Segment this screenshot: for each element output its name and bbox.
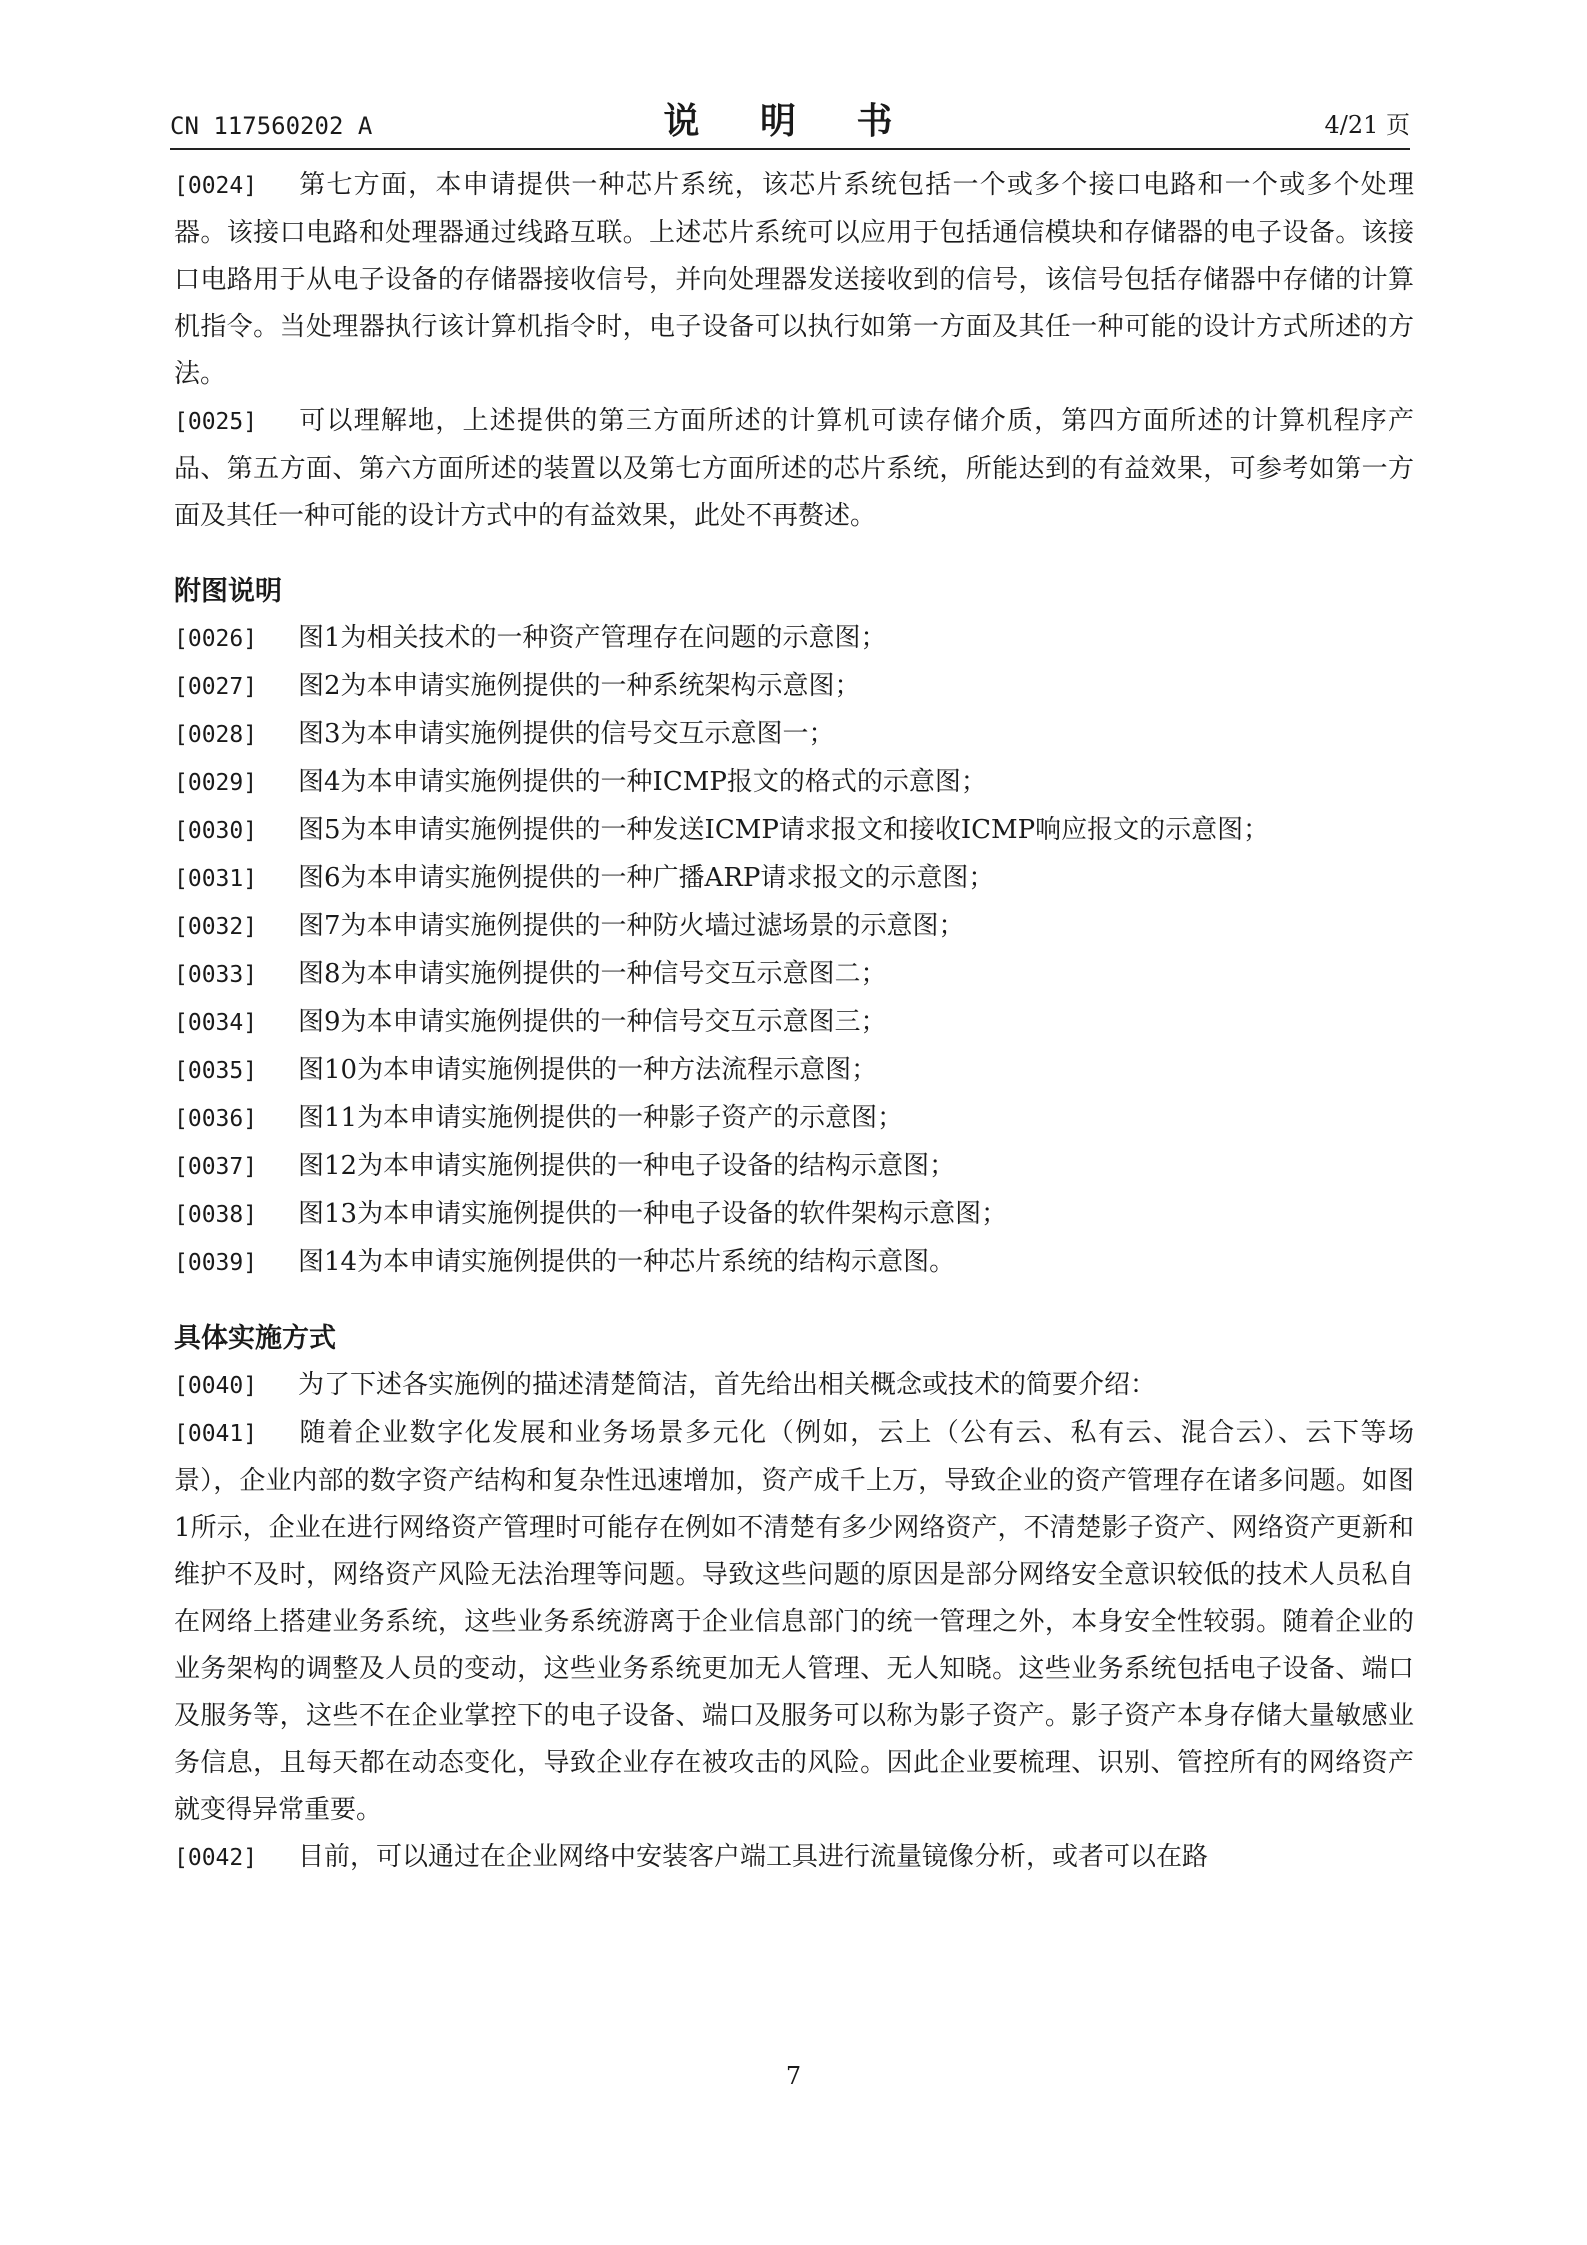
paragraph: [174, 615, 1414, 663]
paragraph: [174, 663, 1414, 711]
paragraph-number: [0025]: [174, 409, 258, 435]
paragraph: [174, 999, 1414, 1047]
paragraph-number: [0032]: [174, 914, 258, 940]
section-heading: 附图说明: [174, 576, 282, 607]
document-number: CN 117560202 A: [170, 112, 373, 140]
paragraph-text: 图7为本申请实施例提供的一种防火墙过滤场景的示意图；: [298, 911, 965, 941]
paragraph-number: [0038]: [174, 1202, 258, 1228]
paragraph-number: [0042]: [174, 1845, 258, 1871]
paragraph: [174, 807, 1414, 855]
paragraph-number: [0031]: [174, 866, 258, 892]
paragraph: [174, 1095, 1414, 1143]
document-body: [174, 162, 1414, 1882]
paragraph-number: [0024]: [174, 173, 258, 199]
paragraph: [174, 855, 1414, 903]
paragraph-number: [0030]: [174, 818, 258, 844]
paragraph: [174, 1143, 1414, 1191]
document-title: 说 明 书: [663, 101, 917, 142]
paragraph: [174, 1362, 1414, 1410]
paragraph: [174, 1239, 1414, 1287]
paragraph: [174, 1410, 1414, 1834]
paragraph: [174, 162, 1414, 398]
paragraph: [174, 951, 1414, 999]
paragraph-number: [0040]: [174, 1373, 258, 1399]
paragraph-number: [0029]: [174, 770, 258, 796]
paragraph-text: 图10为本申请实施例提供的一种方法流程示意图；: [298, 1055, 878, 1085]
paragraph: [174, 759, 1414, 807]
paragraph: [174, 1834, 1414, 1882]
paragraph: [174, 398, 1414, 540]
paragraph-number: [0035]: [174, 1058, 258, 1084]
paragraph-text: 图3为本申请实施例提供的信号交互示意图一；: [298, 719, 835, 749]
paragraph-text: 图1为相关技术的一种资产管理存在问题的示意图；: [298, 623, 887, 653]
paragraph-text: 图4为本申请实施例提供的一种ICMP报文的格式的示意图；: [298, 767, 987, 797]
paragraph: [174, 1047, 1414, 1095]
paragraph-text: 图2为本申请实施例提供的一种系统架构示意图；: [298, 671, 861, 701]
paragraph-text: 图5为本申请实施例提供的一种发送ICMP请求报文和接收ICMP响应报文的示意图；: [298, 815, 1270, 845]
paragraph-text: 为了下述各实施例的描述清楚简洁，首先给出相关概念或技术的简要介绍：: [298, 1370, 1157, 1400]
page-indicator: 4/21 页: [1324, 111, 1410, 139]
paragraph-number: [0033]: [174, 962, 258, 988]
paragraph-text: 图6为本申请实施例提供的一种广播ARP请求报文的示意图；: [298, 863, 995, 893]
paragraph: [174, 903, 1414, 951]
paragraph-text: 图8为本申请实施例提供的一种信号交互示意图二；: [298, 959, 887, 989]
paragraph-text: 图14为本申请实施例提供的一种芯片系统的结构示意图。: [298, 1247, 956, 1277]
paragraph-text: 目前，可以通过在企业网络中安装客户端工具进行流量镜像分析，或者可以在路: [298, 1842, 1209, 1872]
paragraph-text: 可以理解地，上述提供的第三方面所述的计算机可读存储介质，第四方面所述的计算机程序产品、第五方面、第六方面所述的装置以及第七方面所述的芯片系统，所能达到的有益效果，可参考如第一方面及其任一种可能的设计方式中的有益效果，此处不再赘述。: [174, 406, 1414, 531]
section-heading: 具体实施方式: [174, 1323, 336, 1354]
paragraph-number: [0034]: [174, 1010, 258, 1036]
paragraph-text: 图11为本申请实施例提供的一种影子资产的示意图；: [298, 1103, 904, 1133]
paragraph-number: [0037]: [174, 1154, 258, 1180]
paragraph-text: 第七方面，本申请提供一种芯片系统，该芯片系统包括一个或多个接口电路和一个或多个处理器。该接口电路和处理器通过线路互联。上述芯片系统可以应用于包括通信模块和存储器的电子设备。该接口电路用于从电子设备的存储器接收信号，并向处理器发送接收到的信号，该信号包括存储器中存储的计算机指令。当处理器执行该计算机指令时，电子设备可以执行如第一方面及其任一种可能的设计方式所述的方法。: [174, 170, 1414, 389]
paragraph-text: 图9为本申请实施例提供的一种信号交互示意图三；: [298, 1007, 887, 1037]
header-rule: [170, 148, 1410, 150]
paragraph-number: [0026]: [174, 626, 258, 652]
page-header: [170, 96, 1410, 150]
paragraph-number: [0041]: [174, 1421, 258, 1447]
paragraph-number: [0027]: [174, 674, 258, 700]
paragraph-text: 随着企业数字化发展和业务场景多元化（例如，云上（公有云、私有云、混合云）、云下等场景），企业内部的数字资产结构和复杂性迅速增加，资产成千上万，导致企业的资产管理存在诸多问题。如图1所示，企业在进行网络资产管理时可能存在例如不清楚有多少网络资产，不清楚影子资产、网络资产更新和维护不及时，网络资产风险无法治理等问题。导致这些问题的原因是部分网络安全意识较低的技术人员私自在网络上搭建业务系统，这些业务系统游离于企业信息部门的统一管理之外，本身安全性较弱。随着企业的业务架构的调整及人员的变动，这些业务系统更加无人管理、无人知晓。这些业务系统包括电子设备、端口及服务等，这些不在企业掌控下的电子设备、端口及服务可以称为影子资产。影子资产本身存储大量敏感业务信息，且每天都在动态变化，导致企业存在被攻击的风险。因此企业要梳理、识别、管控所有的网络资产就变得异常重要。: [174, 1418, 1414, 1825]
paragraph: [174, 1191, 1414, 1239]
paragraph-number: [0028]: [174, 722, 258, 748]
paragraph-number: [0036]: [174, 1106, 258, 1132]
paragraph: [174, 711, 1414, 759]
page-number: 7: [785, 2062, 802, 2090]
paragraph-text: 图12为本申请实施例提供的一种电子设备的结构示意图；: [298, 1151, 956, 1181]
paragraph-number: [0039]: [174, 1250, 258, 1276]
paragraph-text: 图13为本申请实施例提供的一种电子设备的软件架构示意图；: [298, 1199, 1008, 1229]
